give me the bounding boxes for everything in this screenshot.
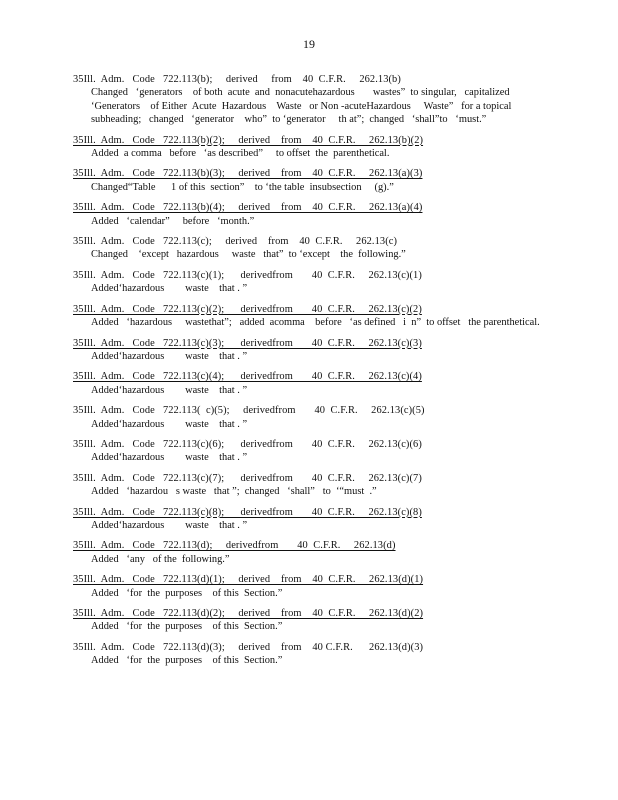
change-description: Added‘hazardous waste that . ” (91, 418, 248, 430)
citation-entry (73, 472, 543, 499)
citation-heading: 35Ill. Adm. Code 722.113(c)(2); derivedfrom 40 C.F.R. 262.13(c)(2) (73, 303, 422, 315)
change-description: Changed ‘except hazardous waste that” to ‘except the following.” (91, 249, 406, 261)
citation-entry (73, 641, 543, 668)
citation-entry (73, 235, 543, 262)
citation-heading: 35Ill. Adm. Code 722.113(d)(2); derived from 40 C.F.R. 262.13(d)(2) (73, 608, 424, 619)
citation-heading: 35Ill. Adm. Code 722.113(c)(3); derivedfrom 40 C.F.R. 262.13(c)(3) (73, 337, 422, 349)
citation-heading: 35Ill. Adm. Code 722.113(d)(3); derived from 40 C.F.R. 262.13(d)(3) (73, 641, 424, 653)
citation-entry (73, 201, 543, 228)
citation-entry (73, 303, 543, 330)
citation-entry (73, 506, 543, 533)
change-description: Added ‘hazardous wastethat”; added acomma before ‘as defined i n” to offset the parenthetical. (91, 317, 540, 329)
citation-heading: 35Ill. Adm. Code 722.113(b)(4); derived from 40 C.F.R. 262.13(a)(4) (73, 202, 423, 214)
change-description: Added‘hazardous waste that . ” (91, 452, 248, 464)
citation-entry (73, 370, 543, 397)
citation-entry (73, 337, 543, 364)
change-description: Changed“Table 1 of this section” to ‘the table insubsection (g).” (91, 181, 394, 193)
citation-heading: 35Ill. Adm. Code 722.113(b)(2); derived from 40 C.F.R. 262.13(b)(2) (73, 134, 424, 146)
change-description: Added ‘for the purposes of this Section.” (91, 587, 283, 599)
citation-entry (73, 269, 543, 296)
citation-entry (73, 438, 543, 465)
citation-entry (73, 73, 543, 127)
citation-heading: 35Ill. Adm. Code 722.113( c)(5); derivedfrom 40 C.F.R. 262.13(c)(5) (73, 405, 425, 417)
citation-entry (73, 539, 543, 566)
change-description: Added ‘for the purposes of this Section.” (91, 621, 283, 633)
change-description: Added ‘calendar” before ‘month.” (91, 215, 255, 227)
citation-entry (73, 167, 543, 194)
citation-heading: 35Ill. Adm. Code 722.113(b); derived from 40 C.F.R. 262.13(b) (73, 74, 401, 85)
change-description: Added‘hazardous waste that . ” (91, 519, 248, 531)
citation-heading: 35Ill. Adm. Code 722.113(d); derivedfrom 40 C.F.R. 262.13(d) (73, 540, 396, 552)
citation-heading: 35Ill. Adm. Code 722.113(c); derived from 40 C.F.R. 262.13(c) (73, 236, 398, 248)
citation-heading: 35Ill. Adm. Code 722.113(d)(1); derived from 40 C.F.R. 262.13(d)(1) (73, 574, 424, 586)
citation-heading: 35Ill. Adm. Code 722.113(b)(3); derived from 40 C.F.R. 262.13(a)(3) (73, 168, 423, 180)
citation-heading: 35Ill. Adm. Code 722.113(c)(6); derivedfrom 40 C.F.R. 262.13(c)(6) (73, 438, 422, 450)
citation-heading: 35Ill. Adm. Code 722.113(c)(7); derivedfrom 40 C.F.R. 262.13(c)(7) (73, 472, 422, 484)
citation-heading: 35Ill. Adm. Code 722.113(c)(4); derivedfrom 40 C.F.R. 262.13(c)(4) (73, 371, 422, 383)
citation-entry (73, 607, 543, 634)
change-description: Added‘hazardous waste that . ” (91, 283, 248, 295)
citation-entry (73, 404, 543, 431)
citation-heading: 35Ill. Adm. Code 722.113(c)(8); derivedfrom 40 C.F.R. 262.13(c)(8) (73, 506, 422, 518)
citation-heading: 35Ill. Adm. Code 722.113(c)(1); derivedfrom 40 C.F.R. 262.13(c)(1) (73, 269, 422, 281)
page-number: 19 (303, 37, 315, 51)
citation-entry (73, 134, 543, 161)
change-description: Added ‘for the purposes of this Section.” (91, 655, 283, 667)
change-description: Added ‘any of the following.” (91, 553, 230, 565)
change-description: Added‘hazardous waste that . ” (91, 384, 248, 396)
change-description: Changed ‘generators of both acute and nonacutehazardous wastes” to singular, capitalized ‘Generators of Either Acute Hazardous Waste or Non -acuteHazardous Waste” for a topical subheading; changed ‘generator who” to ‘generator th at”; changed ‘shall”to ‘must.” (91, 87, 514, 126)
change-description: Added‘hazardous waste that . ” (91, 350, 248, 362)
change-description: Added a comma before ‘as described” to offset the parenthetical. (91, 148, 390, 160)
change-description: Added ‘hazardou s waste that ”; changed ‘shall” to ‘“must .” (91, 486, 377, 498)
citation-list (73, 73, 543, 675)
citation-entry (73, 573, 543, 600)
